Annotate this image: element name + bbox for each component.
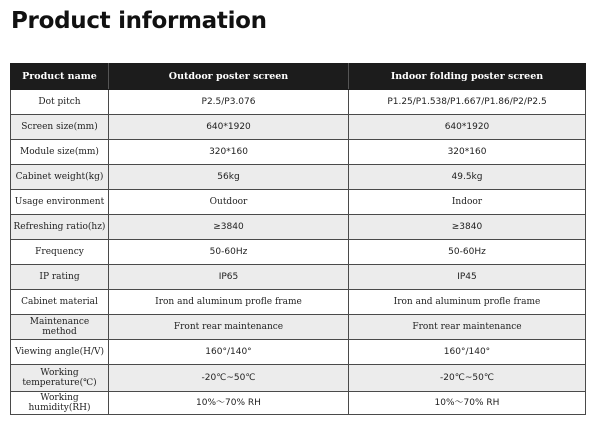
- table-row: [11, 240, 586, 265]
- table-row: [11, 265, 586, 290]
- indoor-value: 50-60Hz: [349, 240, 586, 265]
- indoor-value: -20℃~50℃: [349, 365, 586, 392]
- outdoor-value: 10%～70% RH: [109, 392, 349, 415]
- indoor-value: 10%～70% RH: [349, 392, 586, 415]
- table-row: [11, 392, 586, 415]
- outdoor-value: 50-60Hz: [109, 240, 349, 265]
- table-row: [11, 365, 586, 392]
- outdoor-value: ≥3840: [109, 215, 349, 240]
- product-spec-table: [10, 63, 586, 415]
- indoor-value: Iron and aluminum profle frame: [349, 290, 586, 315]
- row-label: Frequency: [11, 240, 109, 265]
- row-label: IP rating: [11, 265, 109, 290]
- header-outdoor-poster-screen: Outdoor poster screen: [109, 64, 349, 90]
- row-label: Maintenance method: [11, 315, 109, 340]
- outdoor-value: Front rear maintenance: [109, 315, 349, 340]
- outdoor-value: P2.5/P3.076: [109, 90, 349, 115]
- header-product-name: Product name: [11, 64, 109, 90]
- row-label: Cabinet weight(kg): [11, 165, 109, 190]
- table-row: [11, 215, 586, 240]
- table-row: [11, 190, 586, 215]
- outdoor-value: 160°/140°: [109, 340, 349, 365]
- row-label: Working temperature(℃): [11, 365, 109, 392]
- indoor-value: 640*1920: [349, 115, 586, 140]
- row-label: Dot pitch: [11, 90, 109, 115]
- outdoor-value: -20℃~50℃: [109, 365, 349, 392]
- row-label: Refreshing ratio(hz): [11, 215, 109, 240]
- indoor-value: 49.5kg: [349, 165, 586, 190]
- indoor-value: ≥3840: [349, 215, 586, 240]
- outdoor-value: Iron and aluminum profle frame: [109, 290, 349, 315]
- row-label: Viewing angle(H/V): [11, 340, 109, 365]
- outdoor-value: Outdoor: [109, 190, 349, 215]
- row-label: Screen size(mm): [11, 115, 109, 140]
- table-row: [11, 340, 586, 365]
- table-row: [11, 140, 586, 165]
- table-row: [11, 290, 586, 315]
- indoor-value: 160°/140°: [349, 340, 586, 365]
- row-label: Working humidity(RH): [11, 392, 109, 415]
- table-row: [11, 115, 586, 140]
- indoor-value: P1.25/P1.538/P1.667/P1.86/P2/P2.5: [349, 90, 586, 115]
- row-label: Module size(mm): [11, 140, 109, 165]
- table-header-row: [11, 64, 586, 90]
- indoor-value: Front rear maintenance: [349, 315, 586, 340]
- row-label: Usage environment: [11, 190, 109, 215]
- outdoor-value: 56kg: [109, 165, 349, 190]
- row-label: Cabinet material: [11, 290, 109, 315]
- outdoor-value: 640*1920: [109, 115, 349, 140]
- table-row: [11, 90, 586, 115]
- indoor-value: Indoor: [349, 190, 586, 215]
- indoor-value: 320*160: [349, 140, 586, 165]
- outdoor-value: 320*160: [109, 140, 349, 165]
- outdoor-value: IP65: [109, 265, 349, 290]
- indoor-value: IP45: [349, 265, 586, 290]
- page-title: Product information: [11, 8, 267, 34]
- header-indoor-folding-poster-screen: Indoor folding poster screen: [349, 64, 586, 90]
- table-row: [11, 165, 586, 190]
- table-row: [11, 315, 586, 340]
